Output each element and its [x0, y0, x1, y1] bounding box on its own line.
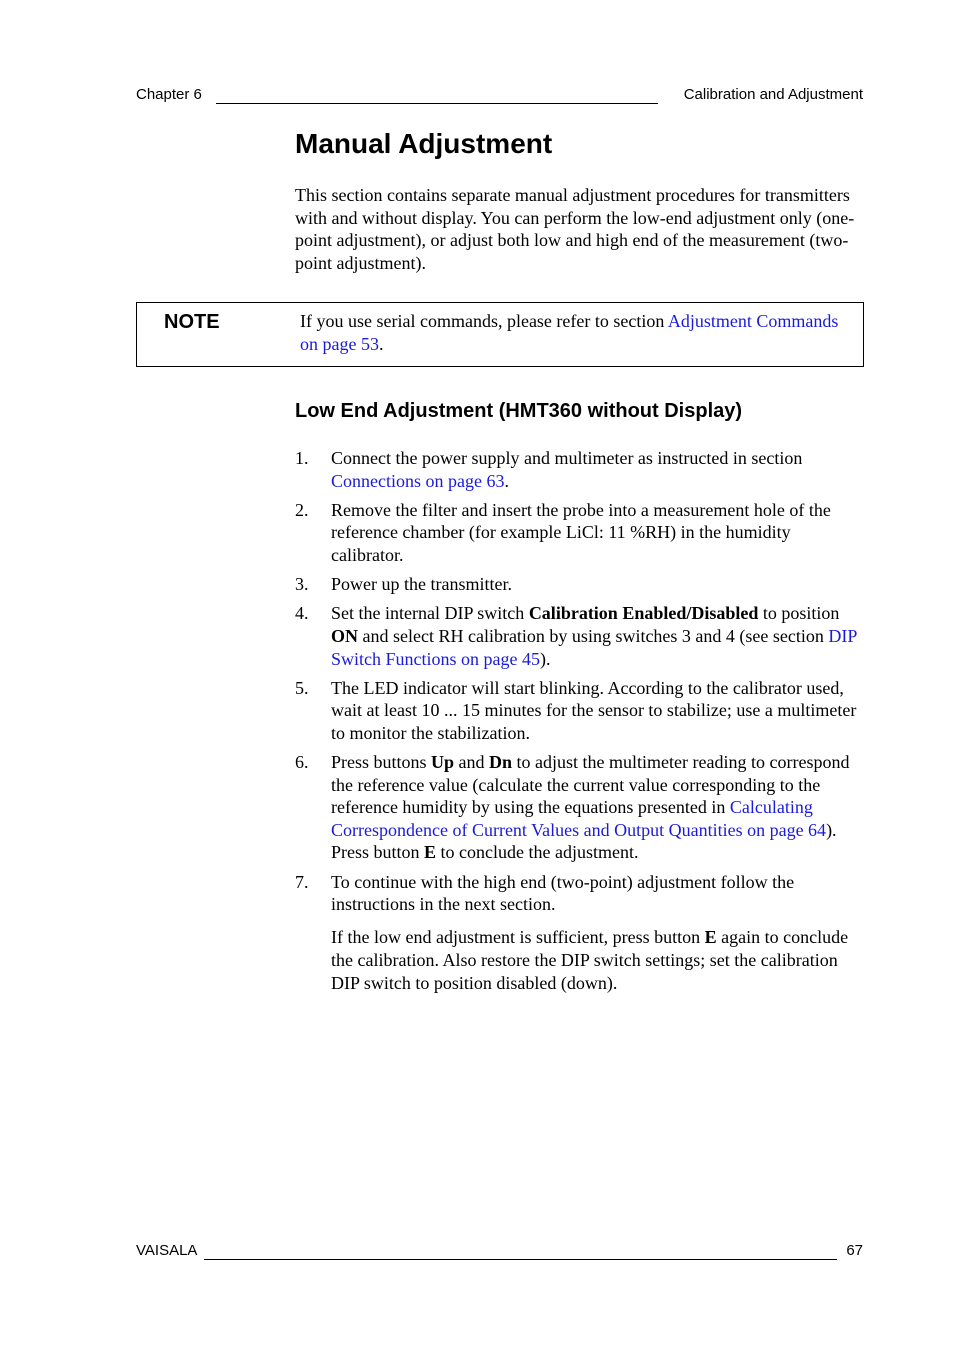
link-adjustment-commands[interactable]: Adjustment Commands on page 53: [300, 311, 839, 354]
step-number: 7.: [295, 871, 309, 892]
bold-term: Up: [431, 752, 455, 773]
step-text-part: Set the internal DIP switch: [331, 603, 529, 624]
steps-list: [295, 447, 865, 1001]
list-item: [295, 499, 865, 567]
bold-term: Dn: [489, 752, 513, 773]
section-label: Calibration and Adjustment: [683, 86, 863, 103]
bold-term: E: [424, 842, 437, 863]
step-text-part: to adjust the multimeter reading to correspond the reference value (calculate the current value corresponding to the reference humidity by using the equations presented in: [331, 752, 850, 818]
bold-term: E: [704, 927, 717, 948]
link-connections[interactable]: Connections on page 63: [331, 470, 505, 491]
step-number: 3.: [295, 574, 309, 595]
page-footer: [136, 1242, 863, 1262]
step-text: Remove the filter and insert the probe into a measurement hole of the reference chamber (for example LiCl: 11 %RH) in the humidity calibrator.: [331, 499, 831, 565]
step-number: 6.: [295, 752, 309, 773]
step-text-part: to position: [758, 603, 840, 624]
link-calculating-correspondence[interactable]: Calculating Correspondence of Current Values and Output Quantities on page 64: [331, 797, 827, 840]
step-text: [331, 602, 865, 670]
bold-term: ON: [331, 625, 358, 646]
step-text-part: and select RH calibration by using switches 3 and 4 (see section: [358, 625, 829, 646]
footer-rule: [204, 1259, 837, 1260]
step-text: Power up the transmitter.: [331, 574, 512, 595]
brand-label: VAISALA: [136, 1242, 198, 1259]
chapter-label: Chapter 6: [136, 86, 202, 103]
list-item: [295, 602, 865, 670]
step-text-part: again to conclude the calibration. Also restore the DIP switch settings; set the calibration DIP switch to position disabled (down).: [331, 927, 849, 993]
note-text: [300, 310, 840, 355]
list-item: [295, 677, 865, 745]
header-rule: [216, 103, 658, 104]
step-text-part: and: [454, 752, 490, 773]
note-text-after: .: [378, 333, 384, 354]
page-number: 67: [846, 1242, 863, 1259]
step-text-part: If the low end adjustment is sufficient, press button: [331, 927, 705, 948]
step-text-part: ).: [540, 648, 551, 669]
step-text-part: to conclude the adjustment.: [436, 842, 639, 863]
step-number: 5.: [295, 677, 309, 698]
step-text: [331, 447, 865, 492]
list-item: [295, 573, 865, 596]
note-text-before: If you use serial commands, please refer to section: [300, 311, 668, 331]
note-box: [136, 302, 864, 367]
list-item: [295, 447, 865, 492]
step-number: 4.: [295, 603, 309, 624]
step-text: The LED indicator will start blinking. According to the calibrator used, wait at least 10 ... 15 minutes for the sensor to stabilize; use a multimeter to monitor the stabilization.: [331, 677, 857, 743]
link-dip-switch-functions[interactable]: DIP Switch Functions on page 45: [331, 625, 857, 669]
intro-paragraph: This section contains separate manual adjustment procedures for transmitters with and without display. You can perform the low-end adjustment only (one-point adjustment), or adjust both low and high end of the measurement (two-point adjustment).: [295, 185, 855, 273]
step-text: [331, 751, 865, 864]
list-item: [295, 871, 865, 994]
step-followup-text: [331, 926, 865, 994]
page-header: [136, 86, 863, 106]
step-text-part: ). Press button: [331, 819, 837, 863]
page-title: Manual Adjustment: [295, 128, 553, 159]
section-subtitle: Low End Adjustment (HMT360 without Display): [295, 400, 743, 422]
step-number: 2.: [295, 499, 309, 520]
step-text: To continue with the high end (two-point) adjustment follow the instructions in the next section.: [331, 871, 795, 915]
step-number: 1.: [295, 448, 309, 468]
list-item: [295, 751, 865, 864]
note-label: NOTE: [164, 311, 220, 333]
step-text-part: Connect the power supply and multimeter as instructed in section: [331, 448, 803, 468]
step-text-part: Press buttons: [331, 752, 432, 773]
bold-term: Calibration Enabled/Disabled: [528, 603, 759, 624]
step-text-part: .: [504, 470, 509, 491]
